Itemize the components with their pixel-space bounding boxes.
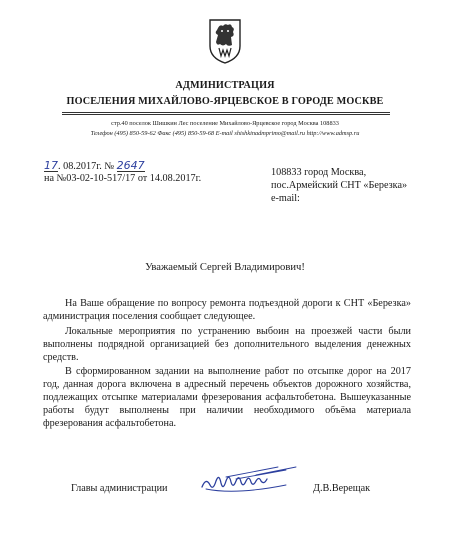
coat-of-arms-icon [208, 18, 242, 64]
signatory-name: Д.В.Верещак [313, 483, 371, 494]
reference-number: на №03-02-10-517/17 от 14.08.2017г. [44, 173, 202, 184]
letter-body [43, 297, 411, 432]
recipient-address: пос.Армейский СНТ «Березка» [271, 180, 408, 191]
handwritten-signature [196, 463, 304, 499]
greeting: Уважаемый Сергей Владимирович! [145, 262, 305, 273]
paragraph: В сформированном задании на выполнение работ по отсыпке дорог на 2017 год, данная дорога включена в адресный перечень объектов дорожного хозяйства, подлежащих отсыпке материалами фрезерования асфальтобетона. Вышеуказанные работы будут выполнены при наличии необходимого объёма материала фрезерования асфальтобетона. [43, 366, 411, 430]
signatory-title: Главы администрации [71, 483, 168, 494]
recipient-email-label: e-mail: [271, 193, 300, 204]
org-address: стр.40 поселок Шишкин Лес поселение Михайлово-Ярцевское город Москва 108833 [111, 120, 339, 127]
org-title-line1: АДМИНИСТРАЦИЯ [175, 80, 275, 91]
date-rest: . 08.2017г. № [58, 161, 115, 172]
header-divider [62, 112, 390, 113]
letter-number-handwritten: 2647 [116, 159, 145, 172]
letter-date-number [44, 160, 145, 172]
paragraph: На Ваше обращение по вопросу ремонта подъездной дороги к СНТ «Березка» администрация поселения сообщает следующее. [43, 298, 411, 323]
org-title-line2: ПОСЕЛЕНИЯ МИХАЙЛОВО-ЯРЦЕВСКОЕ В ГОРОДЕ МОСКВЕ [66, 96, 384, 107]
org-contacts: Телефон (495) 850-59-62 Факс (495) 850-59-68 E-mail shishkinadmprimo@mail.ru http://www.admsp.ru [90, 130, 360, 137]
paragraph: Локальные мероприятия по устранению выбоин на проезжей части были выполнены подрядной организацией без дополнительного выделения денежных средств. [43, 325, 411, 363]
header-divider-thin [62, 114, 390, 115]
recipient-city: 108833 город Москва, [271, 167, 367, 178]
date-day-handwritten: 17 [44, 159, 58, 172]
